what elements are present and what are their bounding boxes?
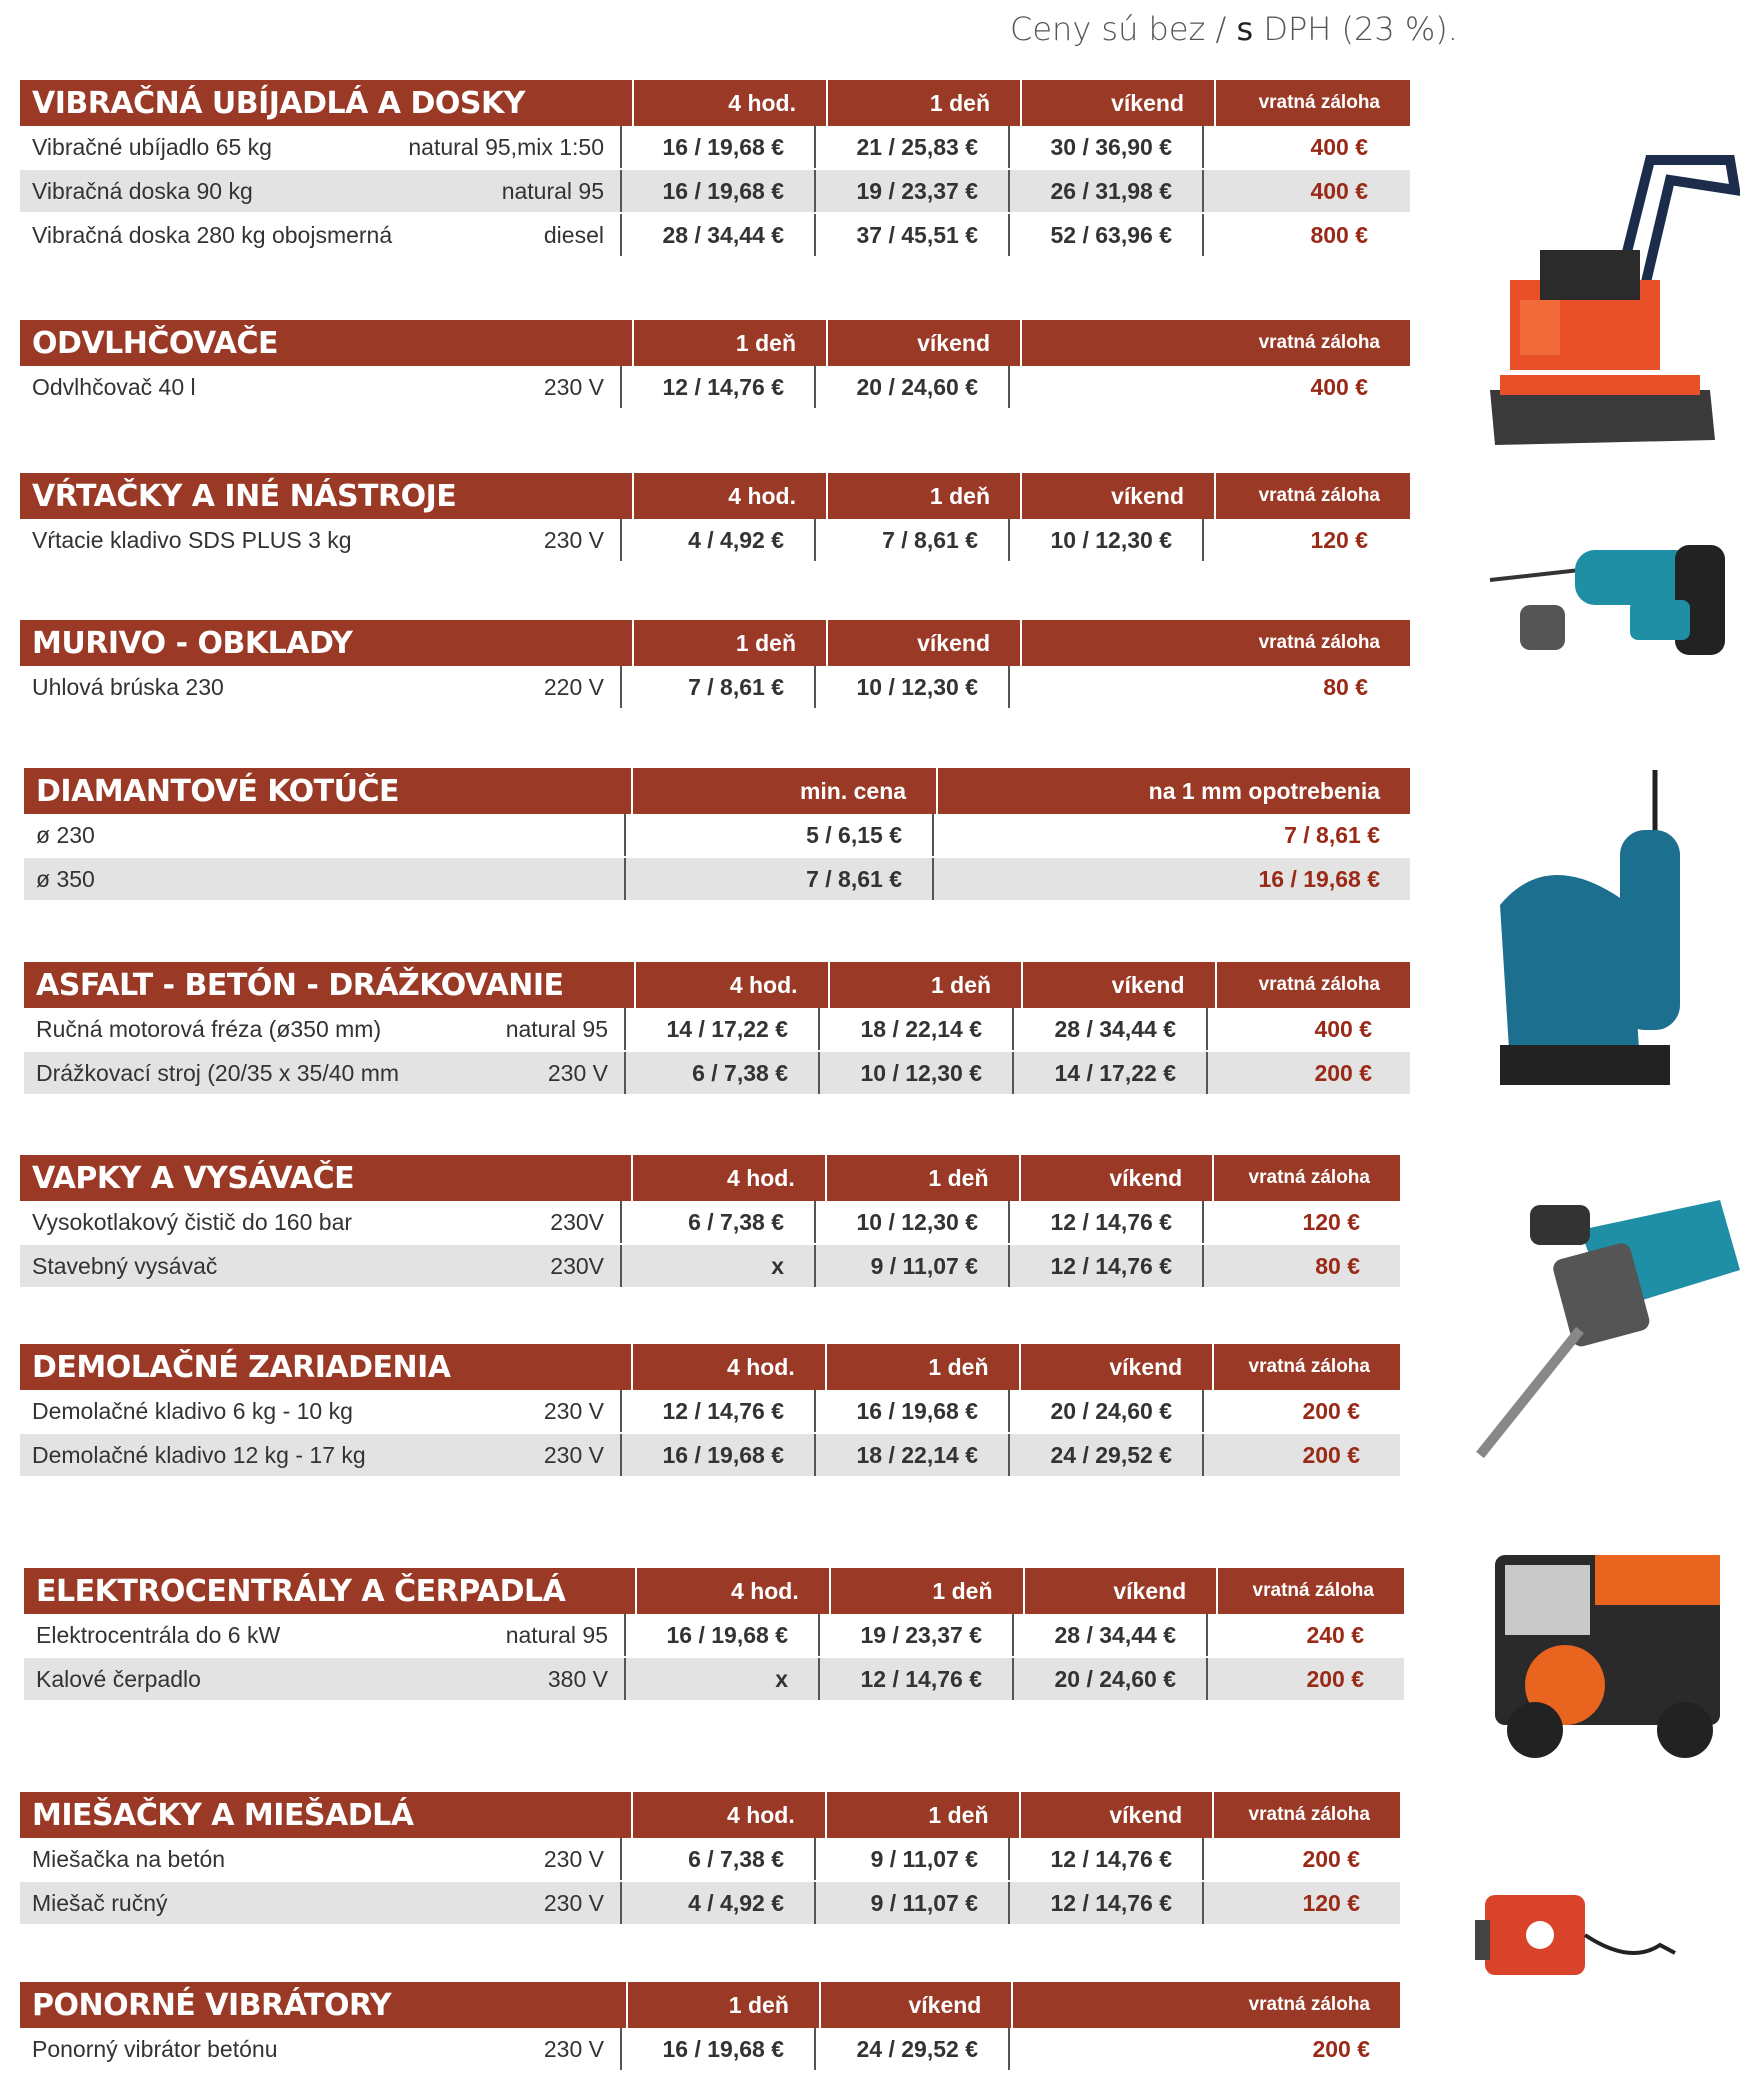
table-row — [20, 1201, 1400, 1243]
column-header: na 1 mm opotrebenia — [936, 768, 1410, 814]
item-name-cell — [20, 366, 620, 408]
column-header: 1 deň — [825, 1792, 1019, 1838]
deposit-cell: 200 € — [1206, 1658, 1394, 1700]
item-name: ø 230 — [36, 821, 95, 848]
table-header — [24, 1568, 1404, 1614]
item-spec: 230 V — [543, 1397, 604, 1424]
table-header — [24, 962, 1410, 1008]
column-header: víkend — [826, 620, 1020, 666]
table-header — [20, 620, 1410, 666]
column-header: 1 deň — [825, 1344, 1019, 1390]
price-table-s10 — [20, 1792, 1400, 1924]
section-title: DIAMANTOVÉ KOTÚČE — [36, 773, 400, 809]
deposit-cell: 16 / 19,68 € — [932, 858, 1410, 900]
vat-note: Ceny sú bez / s DPH (23 %). — [1010, 10, 1458, 48]
column-header: min. cena — [631, 768, 937, 814]
item-name-cell — [20, 170, 620, 212]
item-name: Vysokotlakový čistič do 160 bar — [32, 1208, 353, 1235]
price-cell: 10 / 12,30 € — [1008, 519, 1202, 561]
price-cell: 12 / 14,76 € — [620, 366, 814, 408]
price-cell: 12 / 14,76 € — [818, 1658, 1012, 1700]
price-cell: 9 / 11,07 € — [814, 1882, 1008, 1924]
price-cell: 12 / 14,76 € — [1008, 1201, 1202, 1243]
deposit-cell: 80 € — [1008, 666, 1398, 708]
column-header: 1 deň — [632, 620, 826, 666]
table-row — [20, 366, 1410, 408]
price-cell: 21 / 25,83 € — [814, 126, 1008, 168]
table-header — [20, 1792, 1400, 1838]
price-table-s3 — [20, 473, 1410, 561]
price-cell: x — [624, 1658, 818, 1700]
price-table-s9 — [24, 1568, 1404, 1700]
price-cell: 24 / 29,52 € — [1008, 1434, 1202, 1476]
price-cell: 28 / 34,44 € — [1012, 1008, 1206, 1050]
price-cell: 16 / 19,68 € — [620, 126, 814, 168]
section-title: ELEKTROCENTRÁLY A ČERPADLÁ — [36, 1573, 566, 1609]
table-row — [20, 170, 1410, 212]
price-cell: 26 / 31,98 € — [1008, 170, 1202, 212]
price-cell: 12 / 14,76 € — [620, 1390, 814, 1432]
deposit-cell: 200 € — [1008, 2028, 1400, 2070]
price-table-s7 — [20, 1155, 1400, 1287]
column-header: vratná záloha — [1011, 1982, 1400, 2028]
table-row — [20, 666, 1410, 708]
deposit-cell: 120 € — [1202, 1201, 1390, 1243]
price-cell: 18 / 22,14 € — [814, 1434, 1008, 1476]
item-spec: 380 V — [547, 1665, 608, 1692]
item-name-cell — [20, 519, 620, 561]
price-cell: 20 / 24,60 € — [1008, 1390, 1202, 1432]
price-cell: 16 / 19,68 € — [814, 1390, 1008, 1432]
price-cell: 37 / 45,51 € — [814, 214, 1008, 256]
item-name: Vibračná doska 280 kg obojsmerná — [32, 221, 393, 248]
item-name-cell — [24, 1658, 624, 1700]
deposit-cell: 400 € — [1008, 366, 1398, 408]
price-cell: 6 / 7,38 € — [624, 1052, 818, 1094]
column-header: 4 hod. — [631, 1792, 825, 1838]
price-cell: 19 / 23,37 € — [814, 170, 1008, 212]
item-name: Vibračné ubíjadlo 65 kg — [32, 133, 272, 160]
column-header: vratná záloha — [1020, 620, 1410, 666]
item-spec: 230 V — [543, 526, 604, 553]
price-cell: 10 / 12,30 € — [814, 666, 1008, 708]
column-header: 4 hod. — [632, 80, 826, 126]
item-spec: 230 V — [543, 1889, 604, 1916]
hammer-drill-image — [1480, 525, 1740, 685]
price-cell: 12 / 14,76 € — [1008, 1882, 1202, 1924]
price-cell: 16 / 19,68 € — [620, 1434, 814, 1476]
table-row — [20, 214, 1410, 256]
item-name-cell — [20, 666, 620, 708]
price-cell: 20 / 24,60 € — [1012, 1658, 1206, 1700]
price-cell: 12 / 14,76 € — [1008, 1838, 1202, 1880]
section-title: ASFALT - BETÓN - DRÁŽKOVANIE — [36, 967, 564, 1003]
section-title: DEMOLAČNÉ ZARIADENIA — [32, 1349, 451, 1385]
price-cell: 5 / 6,15 € — [624, 814, 932, 856]
table-header — [20, 320, 1410, 366]
price-cell: 7 / 8,61 € — [624, 858, 932, 900]
item-spec: 230 V — [543, 1845, 604, 1872]
deposit-cell: 200 € — [1202, 1838, 1390, 1880]
table-row — [20, 1434, 1400, 1476]
table-header — [20, 1344, 1400, 1390]
price-cell: x — [620, 1245, 814, 1287]
price-table-s1 — [20, 80, 1410, 256]
item-name: Ponorný vibrátor betónu — [32, 2035, 278, 2062]
item-name-cell — [24, 1008, 624, 1050]
item-spec: 230 V — [543, 2035, 604, 2062]
item-spec: natural 95 — [505, 1015, 608, 1042]
price-cell: 16 / 19,68 € — [620, 170, 814, 212]
item-name: Stavebný vysávač — [32, 1252, 218, 1279]
plate-compactor-image — [1480, 150, 1740, 460]
column-header: vratná záloha — [1212, 1792, 1400, 1838]
column-header: 4 hod. — [635, 1568, 829, 1614]
price-cell: 16 / 19,68 € — [624, 1614, 818, 1656]
section-title: VŔTAČKY A INÉ NÁSTROJE — [32, 478, 457, 514]
table-row — [24, 1052, 1410, 1094]
price-cell: 4 / 4,92 € — [620, 1882, 814, 1924]
price-cell: 30 / 36,90 € — [1008, 126, 1202, 168]
item-name-cell — [24, 814, 624, 856]
table-row — [24, 814, 1410, 856]
immersion-vibrator-image — [1470, 1875, 1690, 1995]
table-row — [24, 1614, 1404, 1656]
deposit-cell: 200 € — [1202, 1390, 1390, 1432]
demolition-hammer-image — [1470, 1190, 1750, 1460]
price-cell: 10 / 12,30 € — [814, 1201, 1008, 1243]
deposit-cell: 120 € — [1202, 1882, 1390, 1924]
item-name-cell — [20, 1390, 620, 1432]
price-cell: 14 / 17,22 € — [624, 1008, 818, 1050]
column-header: vratná záloha — [1214, 473, 1410, 519]
price-cell: 12 / 14,76 € — [1008, 1245, 1202, 1287]
item-spec: natural 95,mix 1:50 — [408, 133, 604, 160]
column-header: vratná záloha — [1212, 1155, 1400, 1201]
item-name: Demolačné kladivo 12 kg - 17 kg — [32, 1441, 366, 1468]
column-header: víkend — [1020, 473, 1214, 519]
item-name: Vŕtacie kladivo SDS PLUS 3 kg — [32, 526, 352, 553]
table-row — [20, 519, 1410, 561]
column-header: vratná záloha — [1214, 80, 1410, 126]
table-row — [20, 126, 1410, 168]
item-name: Vibračná doska 90 kg — [32, 177, 253, 204]
column-header: 1 deň — [632, 320, 826, 366]
deposit-cell: 120 € — [1202, 519, 1398, 561]
column-header: 1 deň — [828, 962, 1021, 1008]
deposit-cell: 400 € — [1202, 126, 1398, 168]
item-spec: diesel — [543, 221, 604, 248]
item-spec: natural 95 — [501, 177, 604, 204]
column-header: víkend — [819, 1982, 1011, 2028]
price-cell: 16 / 19,68 € — [620, 2028, 814, 2070]
item-spec: 230 V — [543, 373, 604, 400]
column-header: 4 hod. — [634, 962, 827, 1008]
deposit-cell: 400 € — [1202, 170, 1398, 212]
section-title: MIEŠAČKY A MIEŠADLÁ — [32, 1797, 414, 1833]
column-header: 1 deň — [825, 1155, 1019, 1201]
table-row — [20, 1390, 1400, 1432]
column-header: víkend — [1021, 962, 1214, 1008]
column-header: vratná záloha — [1020, 320, 1410, 366]
item-name-cell — [20, 1201, 620, 1243]
price-table-s4 — [20, 620, 1410, 708]
table-row — [20, 2028, 1400, 2070]
power-generator-image — [1475, 1535, 1740, 1760]
item-spec: 230V — [550, 1252, 604, 1279]
column-header: 1 deň — [826, 80, 1020, 126]
price-cell: 7 / 8,61 € — [620, 666, 814, 708]
price-cell: 14 / 17,22 € — [1012, 1052, 1206, 1094]
table-header — [20, 473, 1410, 519]
column-header: víkend — [826, 320, 1020, 366]
item-name: ø 350 — [36, 865, 95, 892]
item-name-cell — [20, 1838, 620, 1880]
item-name-cell — [20, 126, 620, 168]
deposit-cell: 400 € — [1206, 1008, 1402, 1050]
price-cell: 9 / 11,07 € — [814, 1838, 1008, 1880]
deposit-cell: 200 € — [1202, 1434, 1390, 1476]
table-header — [20, 80, 1410, 126]
column-header: víkend — [1023, 1568, 1217, 1614]
price-cell: 28 / 34,44 € — [620, 214, 814, 256]
item-name-cell — [20, 1245, 620, 1287]
price-cell: 20 / 24,60 € — [814, 366, 1008, 408]
table-row — [24, 1008, 1410, 1050]
column-header: 1 deň — [826, 473, 1020, 519]
item-name: Miešač ručný — [32, 1889, 168, 1916]
column-header: 4 hod. — [632, 473, 826, 519]
column-header: víkend — [1019, 1792, 1213, 1838]
item-name-cell — [20, 1882, 620, 1924]
section-title: VAPKY A VYSÁVAČE — [32, 1160, 355, 1196]
wall-chaser-image — [1490, 765, 1730, 1115]
column-header: 1 deň — [829, 1568, 1023, 1614]
price-table-s8 — [20, 1344, 1400, 1476]
table-row — [20, 1882, 1400, 1924]
item-name-cell — [20, 2028, 620, 2070]
item-name: Drážkovací stroj (20/35 x 35/40 mm — [36, 1059, 400, 1086]
price-cell: 52 / 63,96 € — [1008, 214, 1202, 256]
column-header: víkend — [1019, 1344, 1213, 1390]
column-header: 1 deň — [626, 1982, 818, 2028]
item-name: Odvlhčovač 40 l — [32, 373, 196, 400]
deposit-cell: 80 € — [1202, 1245, 1390, 1287]
item-name: Elektrocentrála do 6 kW — [36, 1621, 281, 1648]
price-table-s11 — [20, 1982, 1400, 2070]
item-name: Miešačka na betón — [32, 1845, 226, 1872]
item-name: Demolačné kladivo 6 kg - 10 kg — [32, 1397, 353, 1424]
price-table-s5 — [24, 768, 1410, 900]
item-name-cell — [20, 214, 620, 256]
section-title: ODVLHČOVAČE — [32, 325, 278, 361]
price-cell: 4 / 4,92 € — [620, 519, 814, 561]
price-cell: 24 / 29,52 € — [814, 2028, 1008, 2070]
table-row — [20, 1245, 1400, 1287]
column-header: víkend — [1020, 80, 1214, 126]
column-header: víkend — [1019, 1155, 1213, 1201]
column-header: 4 hod. — [631, 1155, 825, 1201]
price-cell: 7 / 8,61 € — [814, 519, 1008, 561]
price-cell: 9 / 11,07 € — [814, 1245, 1008, 1287]
column-header: vratná záloha — [1215, 962, 1410, 1008]
price-cell: 28 / 34,44 € — [1012, 1614, 1206, 1656]
price-cell: 6 / 7,38 € — [620, 1201, 814, 1243]
item-spec: 230 V — [543, 1441, 604, 1468]
price-table-s6 — [24, 962, 1410, 1094]
table-header — [24, 768, 1410, 814]
column-header: vratná záloha — [1216, 1568, 1404, 1614]
deposit-cell: 240 € — [1206, 1614, 1394, 1656]
table-row — [24, 1658, 1404, 1700]
item-spec: 230 V — [547, 1059, 608, 1086]
section-title: PONORNÉ VIBRÁTORY — [32, 1987, 392, 2023]
column-header: vratná záloha — [1212, 1344, 1400, 1390]
table-header — [20, 1982, 1400, 2028]
item-name: Ručná motorová fréza (ø350 mm) — [36, 1015, 382, 1042]
price-cell: 18 / 22,14 € — [818, 1008, 1012, 1050]
price-cell: 6 / 7,38 € — [620, 1838, 814, 1880]
item-name-cell — [24, 1614, 624, 1656]
item-name-cell — [24, 1052, 624, 1094]
item-name-cell — [20, 1434, 620, 1476]
item-name: Kalové čerpadlo — [36, 1665, 201, 1692]
item-name-cell — [24, 858, 624, 900]
deposit-cell: 200 € — [1206, 1052, 1402, 1094]
table-row — [20, 1838, 1400, 1880]
item-spec: 230V — [550, 1208, 604, 1235]
deposit-cell: 800 € — [1202, 214, 1398, 256]
column-header: 4 hod. — [631, 1344, 825, 1390]
deposit-cell: 7 / 8,61 € — [932, 814, 1410, 856]
table-header — [20, 1155, 1400, 1201]
table-row — [24, 858, 1410, 900]
price-cell: 19 / 23,37 € — [818, 1614, 1012, 1656]
price-cell: 10 / 12,30 € — [818, 1052, 1012, 1094]
item-spec: natural 95 — [505, 1621, 608, 1648]
section-title: VIBRAČNÁ UBÍJADLÁ A DOSKY — [32, 85, 525, 121]
item-spec: 220 V — [543, 673, 604, 700]
item-name: Uhlová brúska 230 — [32, 673, 224, 700]
price-table-s2 — [20, 320, 1410, 408]
section-title: MURIVO - OBKLADY — [32, 625, 353, 661]
